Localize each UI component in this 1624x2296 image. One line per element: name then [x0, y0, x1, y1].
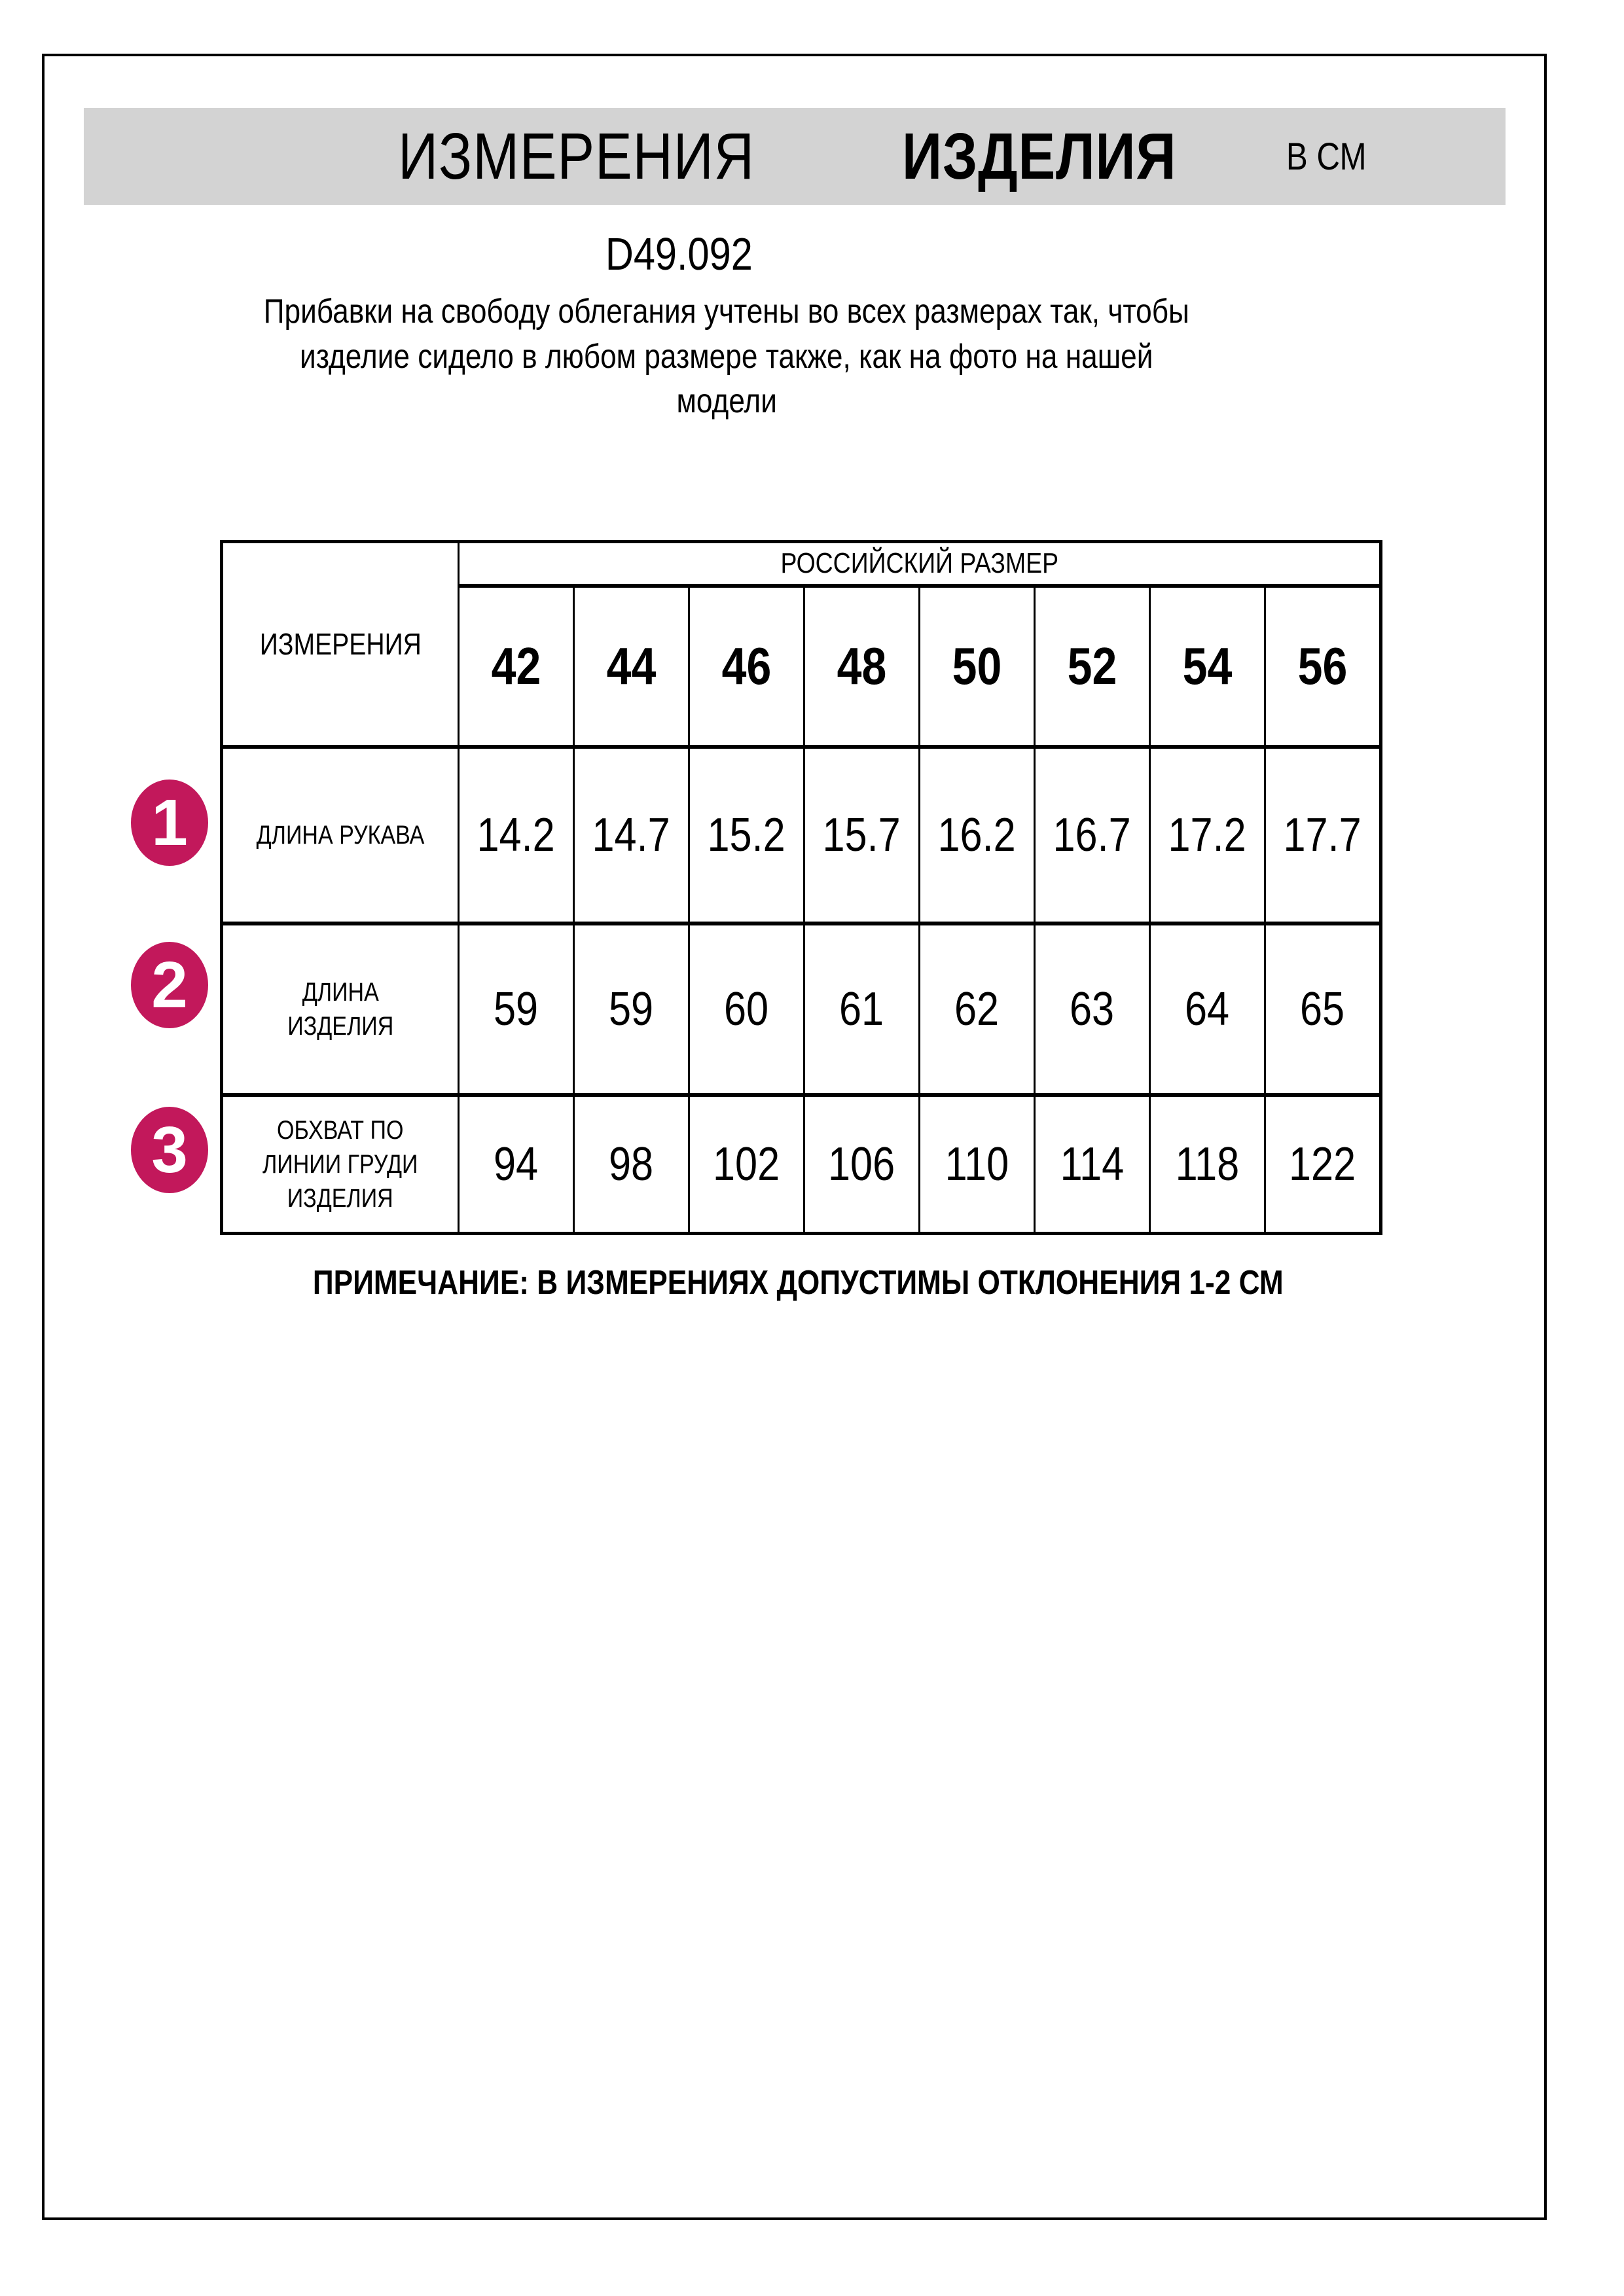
value-chest-44: 98	[573, 1093, 688, 1232]
row-label-sleeve-length: ДЛИНА РУКАВА	[223, 745, 458, 922]
value-sleeve-56: 17.7	[1264, 745, 1379, 922]
row-number-badge-1: 1	[131, 780, 208, 866]
size-col-header-56: 56	[1264, 584, 1379, 745]
corner-header: ИЗМЕРЕНИЯ	[259, 627, 422, 661]
size-col-header-54: 54	[1149, 584, 1264, 745]
title-band	[84, 108, 1506, 205]
value-chest-50: 110	[918, 1093, 1034, 1232]
description-line-2: изделие сидело в любом размере также, как на фото на нашей	[300, 337, 1153, 376]
page-title-word-product: ИЗДЕЛИЯ	[901, 119, 1176, 193]
value-length-54: 64	[1149, 922, 1264, 1093]
value-sleeve-48: 15.7	[803, 745, 918, 922]
value-sleeve-46: 15.2	[688, 745, 803, 922]
size-col-header-46: 46	[688, 584, 803, 745]
row-number-badge-3: 3	[131, 1107, 208, 1193]
value-length-50: 62	[918, 922, 1034, 1093]
value-sleeve-42: 14.2	[458, 745, 573, 922]
value-chest-42: 94	[458, 1093, 573, 1232]
value-length-44: 59	[573, 922, 688, 1093]
page-title-word-measurements: ИЗМЕРЕНИЯ	[397, 119, 755, 193]
value-sleeve-44: 14.7	[573, 745, 688, 922]
product-code: D49.092	[605, 228, 753, 279]
value-length-42: 59	[458, 922, 573, 1093]
value-chest-56: 122	[1264, 1093, 1379, 1232]
size-col-header-52: 52	[1034, 584, 1149, 745]
row-number-badge-2: 2	[131, 942, 208, 1028]
row-label-garment-length: ДЛИНА ИЗДЕЛИЯ	[223, 922, 458, 1093]
page-title-unit: В СМ	[1286, 135, 1367, 178]
value-length-48: 61	[803, 922, 918, 1093]
row-label-chest-girth: ОБХВАТ ПО ЛИНИИ ГРУДИ ИЗДЕЛИЯ	[223, 1093, 458, 1232]
size-col-header-50: 50	[918, 584, 1034, 745]
tolerance-note: ПРИМЕЧАНИЕ: В ИЗМЕРЕНИЯХ ДОПУСТИМЫ ОТКЛОНЕНИЯ 1-2 СМ	[312, 1264, 1284, 1302]
value-length-46: 60	[688, 922, 803, 1093]
description-line-1: Прибавки на свободу облегания учтены во всех размерах так, чтобы	[263, 293, 1190, 331]
size-table	[220, 540, 1382, 1235]
value-chest-46: 102	[688, 1093, 803, 1232]
description-line-3: модели	[676, 382, 777, 421]
value-chest-54: 118	[1149, 1093, 1264, 1232]
description-paragraph	[0, 289, 1453, 424]
value-length-52: 63	[1034, 922, 1149, 1093]
size-col-header-44: 44	[573, 584, 688, 745]
size-col-header-42: 42	[458, 584, 573, 745]
value-sleeve-52: 16.7	[1034, 745, 1149, 922]
value-chest-52: 114	[1034, 1093, 1149, 1232]
value-length-56: 65	[1264, 922, 1379, 1093]
value-chest-48: 106	[803, 1093, 918, 1232]
size-col-header-48: 48	[803, 584, 918, 745]
size-group-header: РОССИЙСКИЙ РАЗМЕР	[458, 543, 1379, 584]
value-sleeve-54: 17.2	[1149, 745, 1264, 922]
value-sleeve-50: 16.2	[918, 745, 1034, 922]
